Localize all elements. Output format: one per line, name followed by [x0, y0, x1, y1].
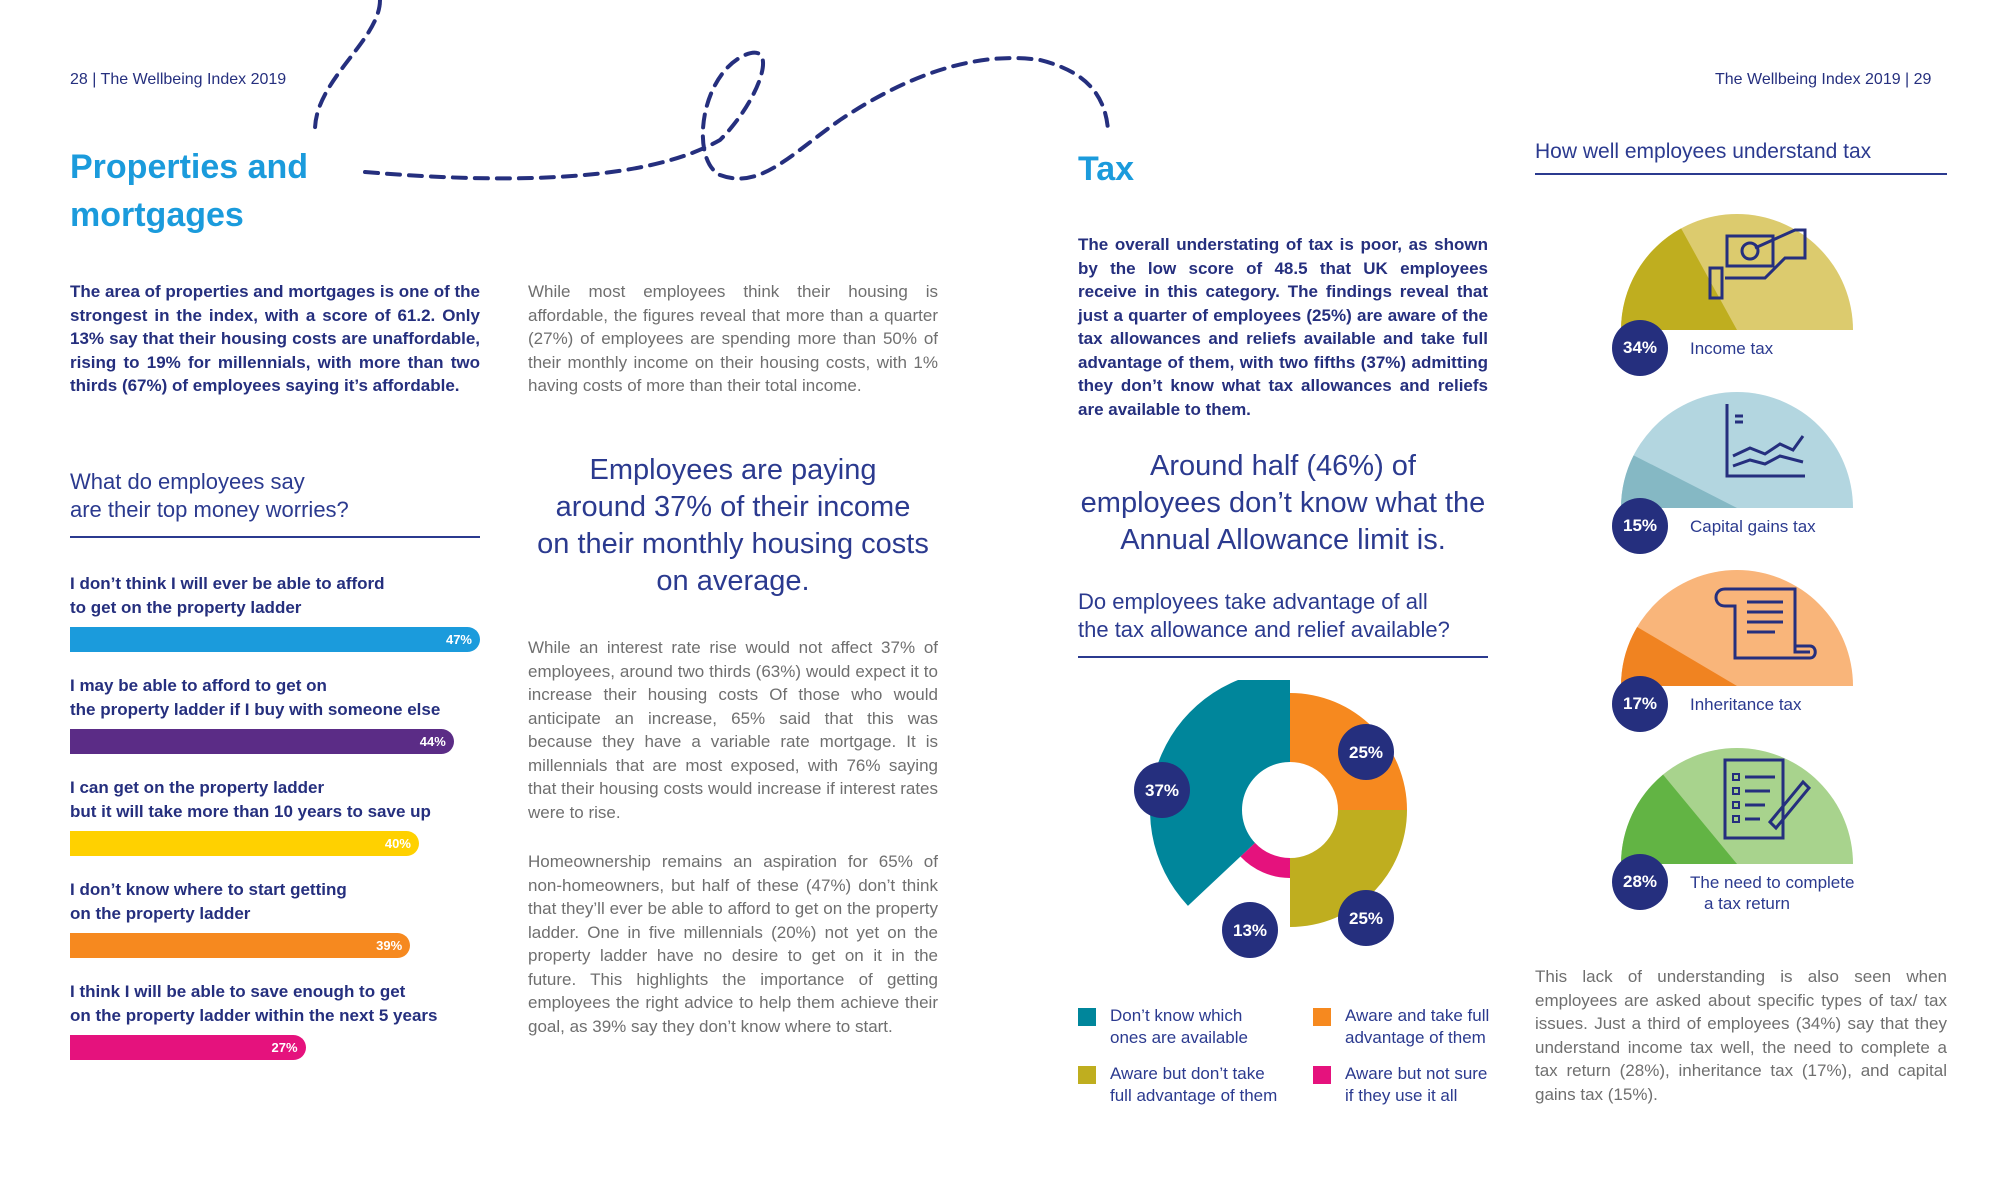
- legend-label: Don’t know which ones are available: [1110, 1006, 1248, 1047]
- legend-label: Aware but not sure if they use it all: [1345, 1064, 1488, 1105]
- gauge-value-badge: 17%: [1612, 676, 1668, 732]
- quote-line: on their monthly housing costs: [537, 528, 929, 560]
- gauge-label: The need to complete a tax return: [1690, 873, 1855, 913]
- worry-item: [70, 878, 490, 958]
- worry-item: [70, 674, 490, 754]
- worry-bar: 39%: [70, 933, 410, 958]
- tax-allowance-donut-chart: [1130, 680, 1450, 980]
- gauge-3: [1620, 566, 1860, 714]
- housing-paragraph-2: While an interest rate rise would not affect 37% of employees, around two thirds (63%) would expect it to increase their housing costs Of those who would anticipate an increase, 65% said that this was because they have a variable rate mortgage. It is millennials that are most exposed, with 76% saying that their housing costs would increase if interest rates were to rise.: [528, 638, 938, 822]
- quote-line: employees don’t know what the: [1080, 487, 1486, 519]
- gauge-semicircle: [1620, 388, 1860, 513]
- housing-quote: [528, 452, 938, 600]
- legend-swatch: [1078, 1066, 1096, 1084]
- worry-item: [70, 980, 490, 1060]
- legend-label: Aware and take full advantage of them: [1345, 1006, 1490, 1047]
- legend-swatch: [1078, 1008, 1096, 1026]
- divider: [70, 536, 480, 538]
- page-number-right: The Wellbeing Index 2019 | 29: [1715, 71, 1932, 88]
- legend-swatch: [1313, 1066, 1331, 1084]
- housing-paragraph-3: Homeownership remains an aspiration for 65% of non-homeowners, but half of these (47%) don’t think that they’ll ever be able to afford to get on the property ladder. One in five millennials (20%) not yet on the property ladder have no desire to get on it in the future. This highlights the importance of getting employees the right advice to help them achieve their goal, as 39% say they don’t know where to start.: [528, 852, 938, 1036]
- page-number-left: 28 | The Wellbeing Index 2019: [70, 71, 287, 88]
- housing-paragraph-1: While most employees think their housing is affordable, the figures reveal that more than a quarter (27%) of employees are spending more than 50% of their monthly income on their housing costs, with 1% having costs of more than their total income.: [528, 282, 938, 395]
- donut-heading: Do employees take advantage of all the tax allowance and relief available?: [1078, 589, 1450, 642]
- worries-heading: What do employees say are their top money worries?: [70, 469, 349, 522]
- legend-swatch: [1313, 1008, 1331, 1026]
- tax-understanding-gauges: [1620, 210, 1970, 930]
- gauge-4: [1620, 744, 1860, 913]
- page-title-tax: Tax: [1078, 150, 1135, 188]
- gauge-semicircle: [1620, 210, 1860, 335]
- donut-legend: [1078, 1005, 1518, 1105]
- donut-label: 25%: [1348, 743, 1384, 762]
- understand-heading: How well employees understand tax: [1535, 140, 1872, 163]
- gauge-1: [1620, 210, 1860, 358]
- worry-bar: 44%: [70, 729, 454, 754]
- gauge-semicircle: [1620, 566, 1860, 691]
- worry-label: I don’t know where to start getting on the property ladder: [70, 880, 347, 923]
- quote-line: Annual Allowance limit is.: [1120, 524, 1446, 556]
- properties-intro: The area of properties and mortgages is one of the strongest in the index, with a score of 61.2. Only 13% say that their housing costs are unaffordable, rising to 19% for millennials, with more than two thirds (67%) of employees saying it’s affordable.: [70, 282, 480, 395]
- gauge-2: [1620, 388, 1860, 536]
- tax-intro: The overall understating of tax is poor, as shown by the low score of 48.5 that UK employees receive in this category. The findings reveal that just a quarter of employees (25%) are aware of the tax allowances and reliefs available and take full advantage of them, with two fifths (37%) admitting they don’t know what tax allowances and reliefs are available to them.: [1078, 235, 1488, 419]
- donut-label: 25%: [1348, 909, 1384, 928]
- gauge-value-badge: 15%: [1612, 498, 1668, 554]
- worry-label: I think I will be able to save enough to get on the property ladder within the next 5 years: [70, 982, 438, 1025]
- gauge-semicircle: [1620, 744, 1860, 869]
- legend-label: Aware but don’t take full advantage of them: [1110, 1064, 1278, 1105]
- worry-label: I can get on the property ladder but it will take more than 10 years to save up: [70, 778, 431, 821]
- worry-label: I don’t think I will ever be able to afford to get on the property ladder: [70, 574, 385, 617]
- divider: [1535, 173, 1947, 175]
- gauge-label: Capital gains tax: [1690, 517, 1816, 536]
- donut-label: 37%: [1144, 781, 1180, 800]
- quote-line: Around half (46%) of: [1150, 450, 1416, 482]
- worry-label: I may be able to afford to get on the property ladder if I buy with someone else: [70, 676, 441, 719]
- worry-item: [70, 572, 490, 652]
- gauge-value-badge: 28%: [1612, 854, 1668, 910]
- worry-bar: 47%: [70, 627, 480, 652]
- worry-bar: 40%: [70, 831, 419, 856]
- tax-closing-paragraph: This lack of understanding is also seen when employees are asked about specific types of tax/ tax issues. Just a third of employees (34%) say that they understand income tax well, the need to complete a tax return (28%), inheritance tax (17%), and capital gains tax (15%).: [1535, 967, 1947, 1104]
- divider: [1078, 656, 1488, 658]
- donut-label: 13%: [1232, 921, 1268, 940]
- quote-line: Employees are paying: [589, 454, 877, 486]
- page-title-properties: Properties and mortgages: [70, 148, 309, 234]
- gauge-label: Inheritance tax: [1690, 695, 1802, 714]
- worry-bar: 27%: [70, 1035, 306, 1060]
- worry-item: [70, 776, 490, 856]
- gauge-label: Income tax: [1690, 339, 1774, 358]
- quote-line: around 37% of their income: [555, 491, 911, 523]
- gauge-value-badge: 34%: [1612, 320, 1668, 376]
- quote-line: on average.: [656, 565, 810, 597]
- worries-bar-chart: [70, 572, 490, 1082]
- tax-quote: [1068, 448, 1498, 559]
